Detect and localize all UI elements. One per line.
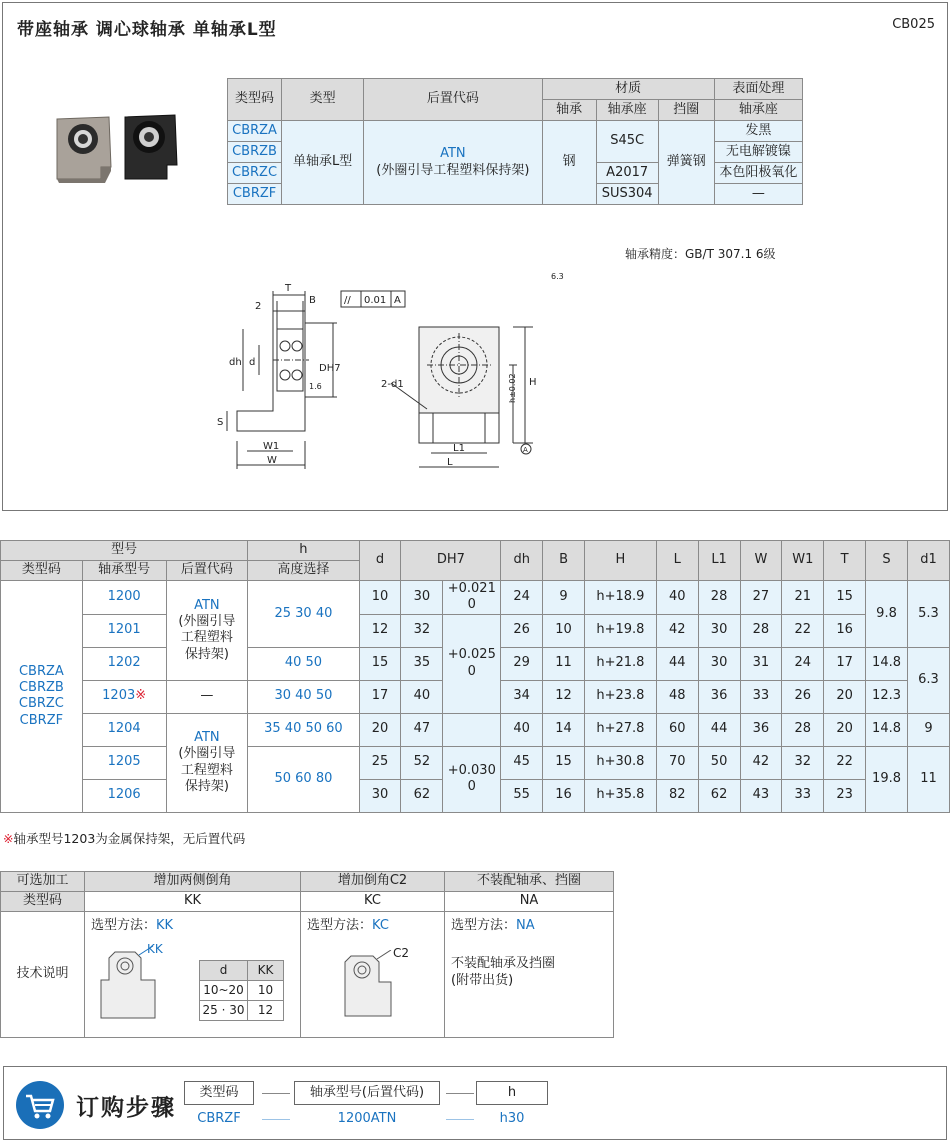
th-bearing: 轴承 [542,100,596,121]
option-na-desc [445,912,614,1038]
order-value-type: CBRZF [197,1111,241,1126]
L1-cell: 44 [698,713,740,746]
flatness-ref: A [394,295,401,306]
option-kc-code: KC [301,892,445,912]
D-cell: 62 [401,779,443,812]
product-photo [49,111,189,187]
surface-cell: 无电解镀镍 [714,142,802,163]
W1-cell: 33 [782,779,824,812]
S-cell: 14.8 [866,713,908,746]
type-code-cell: CBRZA [228,121,282,142]
th-type-code: 类型码 [228,79,282,121]
T-cell: 23 [824,779,866,812]
T-cell: 15 [824,581,866,615]
dh-cell: 29 [501,647,543,680]
kk-cell: 10 [248,981,284,1001]
suffix-cell [364,121,542,205]
W-cell: 28 [740,614,782,647]
dim-dh-label: dh [229,357,242,368]
W-cell: 33 [740,680,782,713]
B-cell: 16 [543,779,585,812]
d-cell: 20 [359,713,401,746]
method-label: 选型方法： [91,918,157,933]
dim-h-label: h±0.02 [508,373,517,403]
dim-DH7-label: DH7 [319,363,341,374]
tol-cell: +0.021 0 [443,581,501,615]
order-value-h: h30 [499,1111,525,1126]
W1-cell: 26 [782,680,824,713]
d-cell: 17 [359,680,401,713]
order-box-type: 类型码 [184,1081,254,1105]
th-W1: W1 [782,541,824,581]
type-code-cell: CBRZB [228,142,282,163]
D-cell: 40 [401,680,443,713]
bearing-no-cell: 1206 [82,779,166,812]
W-cell: 43 [740,779,782,812]
option-kc-desc [301,912,445,1038]
th-suffix: 后置代码 [166,561,248,581]
H-cell: h+21.8 [584,647,656,680]
L-cell: 40 [656,581,698,615]
th-tech: 技术说明 [1,912,85,1038]
H-cell: h+23.8 [584,680,656,713]
W1-cell: 21 [782,581,824,615]
suffix-code: ATN [194,597,220,613]
th-W: W [740,541,782,581]
type-codes-cell [1,581,83,813]
T-cell: 17 [824,647,866,680]
d-cell: 15 [359,647,401,680]
flatness-symbol: // [344,295,351,306]
th-material: 材质 [542,79,714,100]
L1-cell: 50 [698,746,740,779]
order-label: 订购步骤 [76,1095,176,1121]
dim-w1-label: W1 [263,441,280,452]
B-cell: 10 [543,614,585,647]
B-cell: 9 [543,581,585,615]
W1-cell: 22 [782,614,824,647]
L-cell: 44 [656,647,698,680]
H-cell: h+27.8 [584,713,656,746]
th-h: h [248,541,359,561]
kc-sketch [341,950,421,1026]
options-table [0,871,614,1038]
option-kk-code: KK [85,892,301,912]
kk-table [199,960,284,1021]
dim-d-label: d [249,357,256,368]
W1-cell: 28 [782,713,824,746]
method-label: 选型方法： [451,918,517,933]
th-type-code: 类型码 [1,892,85,912]
note-text: 轴承型号1203为金属保持架，无后置代码 [13,831,246,846]
dh-cell: 40 [501,713,543,746]
bearing-no-cell: 1202 [82,647,166,680]
method-code: NA [516,918,535,933]
D-cell: 32 [401,614,443,647]
type-cell: 单轴承L型 [282,121,364,205]
D-cell: 47 [401,713,443,746]
th-H: H [584,541,656,581]
roughness-63-label: 6.3 [551,272,564,281]
dh-cell: 24 [501,581,543,615]
th-T: T [824,541,866,581]
kk-th-d: d [200,961,248,981]
W-cell: 36 [740,713,782,746]
th-type-code: 类型码 [1,561,83,581]
order-dash [446,1093,474,1094]
technical-drawing [213,271,593,481]
suffix-cell [166,713,248,812]
W-cell: 27 [740,581,782,615]
th-DH7: DH7 [401,541,501,581]
th-height: 高度选择 [248,561,359,581]
kc-label: C2 [393,946,410,960]
dim-l1-label: L1 [453,443,465,454]
suffix-cell: — [166,680,248,713]
d1-cell: 9 [907,713,949,746]
S-cell: 12.3 [866,680,908,713]
kk-cell: 10~20 [200,981,248,1001]
B-cell: 11 [543,647,585,680]
D-cell: 35 [401,647,443,680]
dh-cell: 34 [501,680,543,713]
note-mark: ※ [135,688,147,704]
page-title: 带座轴承 调心球轴承 单轴承L型 [17,20,277,40]
catalog-code: CB025 [892,17,935,32]
height-cell: 40 50 [248,647,359,680]
L1-cell: 30 [698,647,740,680]
T-cell: 22 [824,746,866,779]
option-kk-title: 增加两侧倒角 [85,872,301,892]
surface-cell: 本色阳极氧化 [714,163,802,184]
d-cell: 30 [359,779,401,812]
L-cell: 70 [656,746,698,779]
kk-label: KK [147,942,163,956]
H-cell: h+30.8 [584,746,656,779]
tol-cell: +0.025 0 [443,614,501,713]
method-code: KC [372,918,389,933]
dh-cell: 26 [501,614,543,647]
option-kc-title: 增加倒角C2 [301,872,445,892]
B-cell: 14 [543,713,585,746]
dh-cell: 45 [501,746,543,779]
method-label: 选型方法： [307,918,373,933]
th-model: 型号 [1,541,248,561]
dim-l-label: L [447,457,453,468]
S-cell: 19.8 [866,746,908,812]
th-option: 可选加工 [1,872,85,892]
D-cell: 30 [401,581,443,615]
height-cell: 50 60 80 [248,746,359,812]
L-cell: 82 [656,779,698,812]
note-mark: ※ [3,831,14,846]
suffix-desc: (外圈引导工程塑料保持架) [376,162,530,178]
dh-cell: 55 [501,779,543,812]
order-value-bearing: 1200ATN [337,1111,397,1126]
flatness-value: 0.01 [364,295,387,306]
T-cell: 16 [824,614,866,647]
d-cell: 12 [359,614,401,647]
th-type: 类型 [282,79,364,121]
product-silver [57,117,111,183]
cart-glyph [16,1081,64,1129]
datum-a-label: A [523,446,528,454]
L1-cell: 28 [698,581,740,615]
W-cell: 42 [740,746,782,779]
suffix-cell [166,581,248,681]
B-cell: 12 [543,680,585,713]
bearing-no-cell: 1205 [82,746,166,779]
bearing-no-cell [82,680,166,713]
th-d1: d1 [907,541,949,581]
housing-mat-cell: SUS304 [596,184,658,205]
d1-cell: 5.3 [907,581,949,648]
type-code: CBRZC [18,696,64,712]
order-steps [3,1066,947,1140]
suffix-code: ATN [440,146,466,162]
cart-icon [16,1081,64,1129]
B-cell: 15 [543,746,585,779]
method-code: KK [156,918,174,933]
th-housing: 轴承座 [596,100,658,121]
precision-note: 轴承精度：GB/T 307.1 6级 [625,247,776,261]
order-dash [262,1093,290,1094]
d-cell: 25 [359,746,401,779]
bearing-mat-cell: 钢 [542,121,596,205]
bearing-no-cell: 1200 [82,581,166,615]
height-cell: 35 40 50 60 [248,713,359,746]
bearing-no-cell: 1204 [82,713,166,746]
L-cell: 42 [656,614,698,647]
type-code: CBRZF [19,712,64,728]
type-code-cell: CBRZC [228,163,282,184]
th-bearing-no: 轴承型号 [82,561,166,581]
kk-cell: 25 · 30 [200,1001,248,1021]
dim-H-label: H [529,377,537,388]
na-desc: 不装配轴承及挡圈 [451,956,556,972]
th-surface: 表面处理 [714,79,802,100]
product-panel [2,2,948,511]
L-cell: 48 [656,680,698,713]
tol-cell: +0.030 0 [443,746,501,812]
option-kk-desc [85,912,301,1038]
side-view [227,291,405,469]
roughness-label: 1.6 [309,382,322,391]
T-cell: 20 [824,680,866,713]
na-desc-note: (附带出货) [451,972,514,988]
housing-mat-cell: A2017 [596,163,658,184]
dim-t-label: T [285,283,292,294]
th-B: B [543,541,585,581]
th-ring: 挡圈 [658,100,714,121]
option-na-title: 不装配轴承、挡圈 [445,872,614,892]
footnote [3,829,245,847]
spec-table [227,78,803,205]
H-cell: h+18.9 [584,581,656,615]
W-cell: 31 [740,647,782,680]
product-black [125,115,177,179]
th-surface-housing: 轴承座 [714,100,802,121]
suffix-desc: (外圈引导 工程塑料 保持架) [178,614,236,662]
ring-mat-cell: 弹簧钢 [658,121,714,205]
housing-mat-cell: S45C [596,121,658,163]
height-cell: 30 40 50 [248,680,359,713]
S-cell: 14.8 [866,647,908,680]
kk-sketch [97,946,177,1022]
type-code: CBRZB [18,680,64,695]
option-na-code: NA [445,892,614,912]
dim-d1-label: 2-d1 [381,379,404,390]
kk-cell: 12 [248,1001,284,1021]
th-dh: dh [501,541,543,581]
dim-s-label: S [217,417,224,428]
W1-cell: 24 [782,647,824,680]
kk-th-kk: KK [248,961,284,981]
th-L1: L1 [698,541,740,581]
type-code-cell: CBRZF [228,184,282,205]
th-suffix: 后置代码 [364,79,542,121]
dim-2-label: 2 [255,301,262,312]
order-dash [262,1119,290,1120]
order-box-h: h [476,1081,548,1105]
d1-cell: 11 [907,746,949,812]
type-code: CBRZA [18,663,64,679]
suffix-desc: (外圈引导 工程塑料 保持架) [178,746,236,794]
th-L: L [656,541,698,581]
L1-cell: 36 [698,680,740,713]
S-cell: 9.8 [866,581,908,648]
dim-b-label: B [309,295,316,306]
d-cell: 10 [359,581,401,615]
d1-cell: 6.3 [907,647,949,713]
surface-cell: 发黑 [714,121,802,142]
L1-cell: 62 [698,779,740,812]
dimension-table [0,540,950,813]
order-box-bearing: 轴承型号(后置代码) [294,1081,440,1105]
bearing-no-cell: 1201 [82,614,166,647]
H-cell: h+19.8 [584,614,656,647]
W1-cell: 32 [782,746,824,779]
th-d: d [359,541,401,581]
L-cell: 60 [656,713,698,746]
H-cell: h+35.8 [584,779,656,812]
L1-cell: 30 [698,614,740,647]
surface-cell: — [714,184,802,205]
height-cell: 25 30 40 [248,581,359,648]
T-cell: 20 [824,713,866,746]
dim-w-label: W [267,455,277,466]
tol-cell-empty [443,713,501,746]
th-S: S [866,541,908,581]
bearing-no: 1203 [102,688,136,704]
order-dash [446,1119,474,1120]
D-cell: 52 [401,746,443,779]
suffix-code: ATN [194,730,220,745]
